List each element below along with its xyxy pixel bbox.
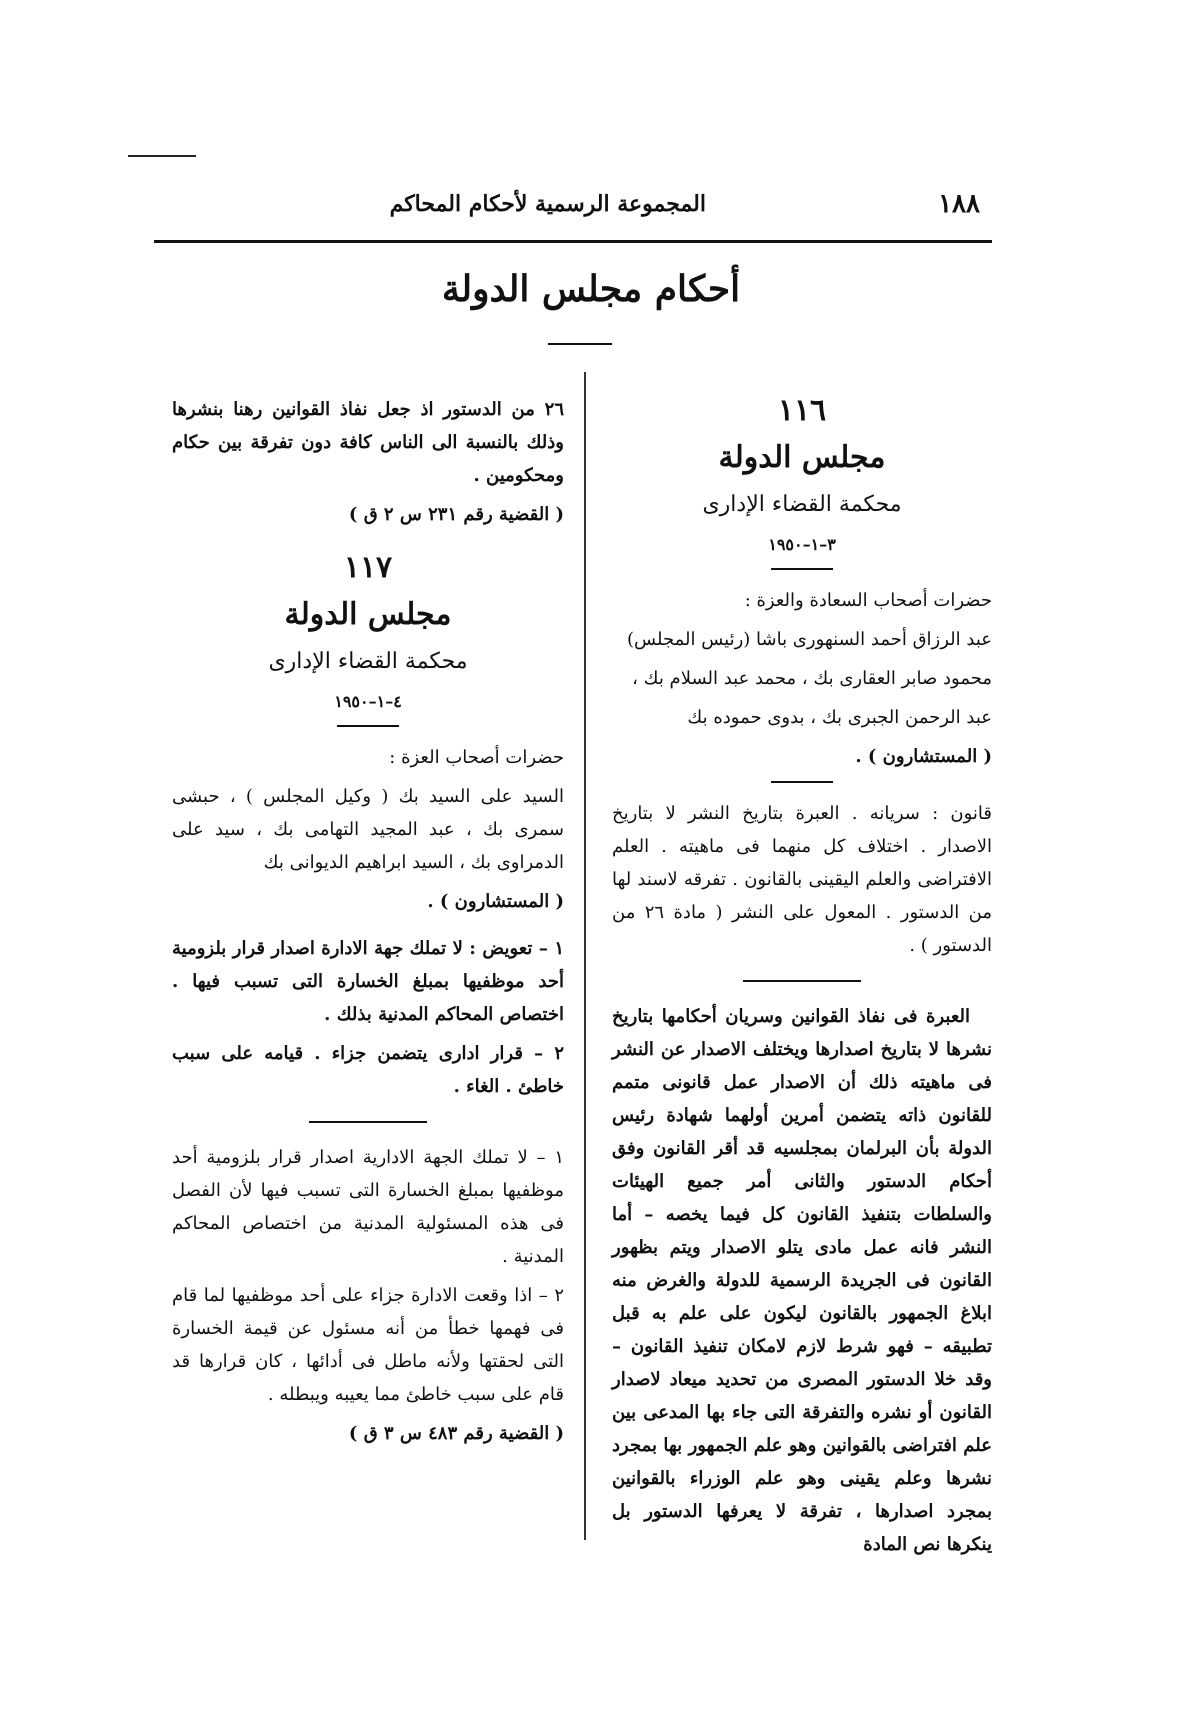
presence-line: حضرات أصحاب العزة : [389,747,564,768]
case-summary: ١ – تعويض : لا تملك جهة الادارة اصدار قرار بلزومية أحد موظفيها بمبلغ الخسارة التى تسبب فيها . اختصاص المحاكم المدنية بذلك . [172,938,564,1025]
council-name: مجلس الدولة [718,440,886,475]
case-number: ١١٧ [343,550,393,585]
judge-line: عبد الرزاق أحمد السنهورى باشا (رئيس المجلس) [627,629,992,650]
continuation-text: ٢٦ من الدستور اذ جعل نفاذ القوانين رهنا بنشرها وذلك بالنسبة الى الناس كافة دون تفرقة بين حكام ومحكومين . [172,399,564,486]
judges-role: ( المستشارون ) . [855,746,992,767]
title-rule [548,343,612,345]
case-number: ١١٦ [777,393,827,428]
header-rule [154,240,992,243]
separator [337,725,399,727]
column-divider [584,372,586,1540]
separator [309,1121,427,1123]
case-principle: ١ – لا تملك الجهة الادارية اصدار قرار بلزومية أحد موظفيها بمبلغ الخسارة التى تسبب فيها لأن الفصل فى هذه المسئولية المدنية من اختصاص المحاكم المدنية . [172,1147,564,1267]
judge-line: محمود صابر العقارى بك ، محمد عبد السلام بك ، [632,668,992,689]
council-name: مجلس الدولة [284,597,452,632]
case-summary: قانون : سريانه . العبرة بتاريخ النشر لا بتاريخ الاصدار . اختلاف كل منهما فى ماهيته . العلم الافتراضى والعلم اليقينى بالقانون . تفرقه لاسند لها من الدستور . المعول على النشر ( مادة ٢٦ من الدستور ) . [612,803,992,956]
left-column [172,393,564,1456]
right-column [612,388,992,1567]
page-header [150,183,988,231]
journal-title: المجموعة الرسمية لأحكام المحاكم [389,191,706,217]
separator [743,980,861,982]
margin-mark [128,155,196,157]
judge-line: عبد الرحمن الجبرى بك ، بدوى حموده بك [687,707,992,728]
judges-role: ( المستشارون ) . [427,891,564,912]
decision-date: ٤–١–١٩٥٠ [334,692,402,711]
case-summary: ٢ – قرار ادارى يتضمن جزاء . قيامه على سبب خاطئ . الغاء . [172,1043,564,1097]
judges-list: السيد على السيد بك ( وكيل المجلس ) ، حبشى سمرى بك ، عبد المجيد التهامى بك ، سيد على الدمراوى بك ، السيد ابراهيم الديوانى بك [172,786,564,873]
case-principle: العبرة فى نفاذ القوانين وسريان أحكامها بتاريخ نشرها لا بتاريخ اصدارها ويختلف الاصدار عن النشر فى ماهيته ذلك أن الاصدار عمل قانونى متمم للقانون ذاته يتضمن أمرين أولهما شهادة رئيس الدولة بأن البرلمان بمجلسيه قد أقر القانون وفق أحكام الدستور والثانى أمر جميع الهيئات والسلطات بتنفيذ القانون كل فيما يخصه – أما النشر فانه عمل مادى يتلو الاصدار ويتم بظهور القانون فى الجريدة الرسمية للدولة والغرض منه ابلاغ الجمهور بالقانون ليكون على علم به قبل تطبيقه – فهو شرط لازم لامكان تنفيذ القانون – وقد خلا الدستور المصرى من تحديد ميعاد لاصدار القانون أو نشره والتفرقة التى جاء بها المدعى بين علم افتراضى بالقوانين وهو علم الجمهور بها بمجرد نشرها وعلم يقينى وهو علم الوزراء بالقوانين بمجرد اصدارها ، تفرقة لا يعرفها الدستور بل ينكرها نص المادة [612,1006,992,1555]
court-name: محكمة القضاء الإدارى [702,492,902,517]
case-citation: ( القضية رقم ٤٨٣ س ٣ ق ) [348,1423,564,1444]
separator [771,568,833,570]
court-name: محكمة القضاء الإدارى [268,649,468,674]
judges-list [612,623,992,773]
case-principle: ٢ – اذا وقعت الادارة جزاء على أحد موظفيها لما قام فى فهمها خطأ من أنه مسئول عن قيمة الخسارة التى لحقتها ولأنه ماطل فى أدائها ، كان قرارها قد قام على سبب خاطئ مما يعيبه ويبطله . [172,1285,564,1405]
section-title: أحكام مجلس الدولة [441,268,741,310]
separator [771,781,833,783]
page-number: ١٨٨ [938,189,980,219]
decision-date: ٣–١–١٩٥٠ [768,535,836,554]
case-citation: ( القضية رقم ٢٣١ س ٢ ق ) [348,504,564,525]
presence-line: حضرات أصحاب السعادة والعزة : [744,590,992,611]
